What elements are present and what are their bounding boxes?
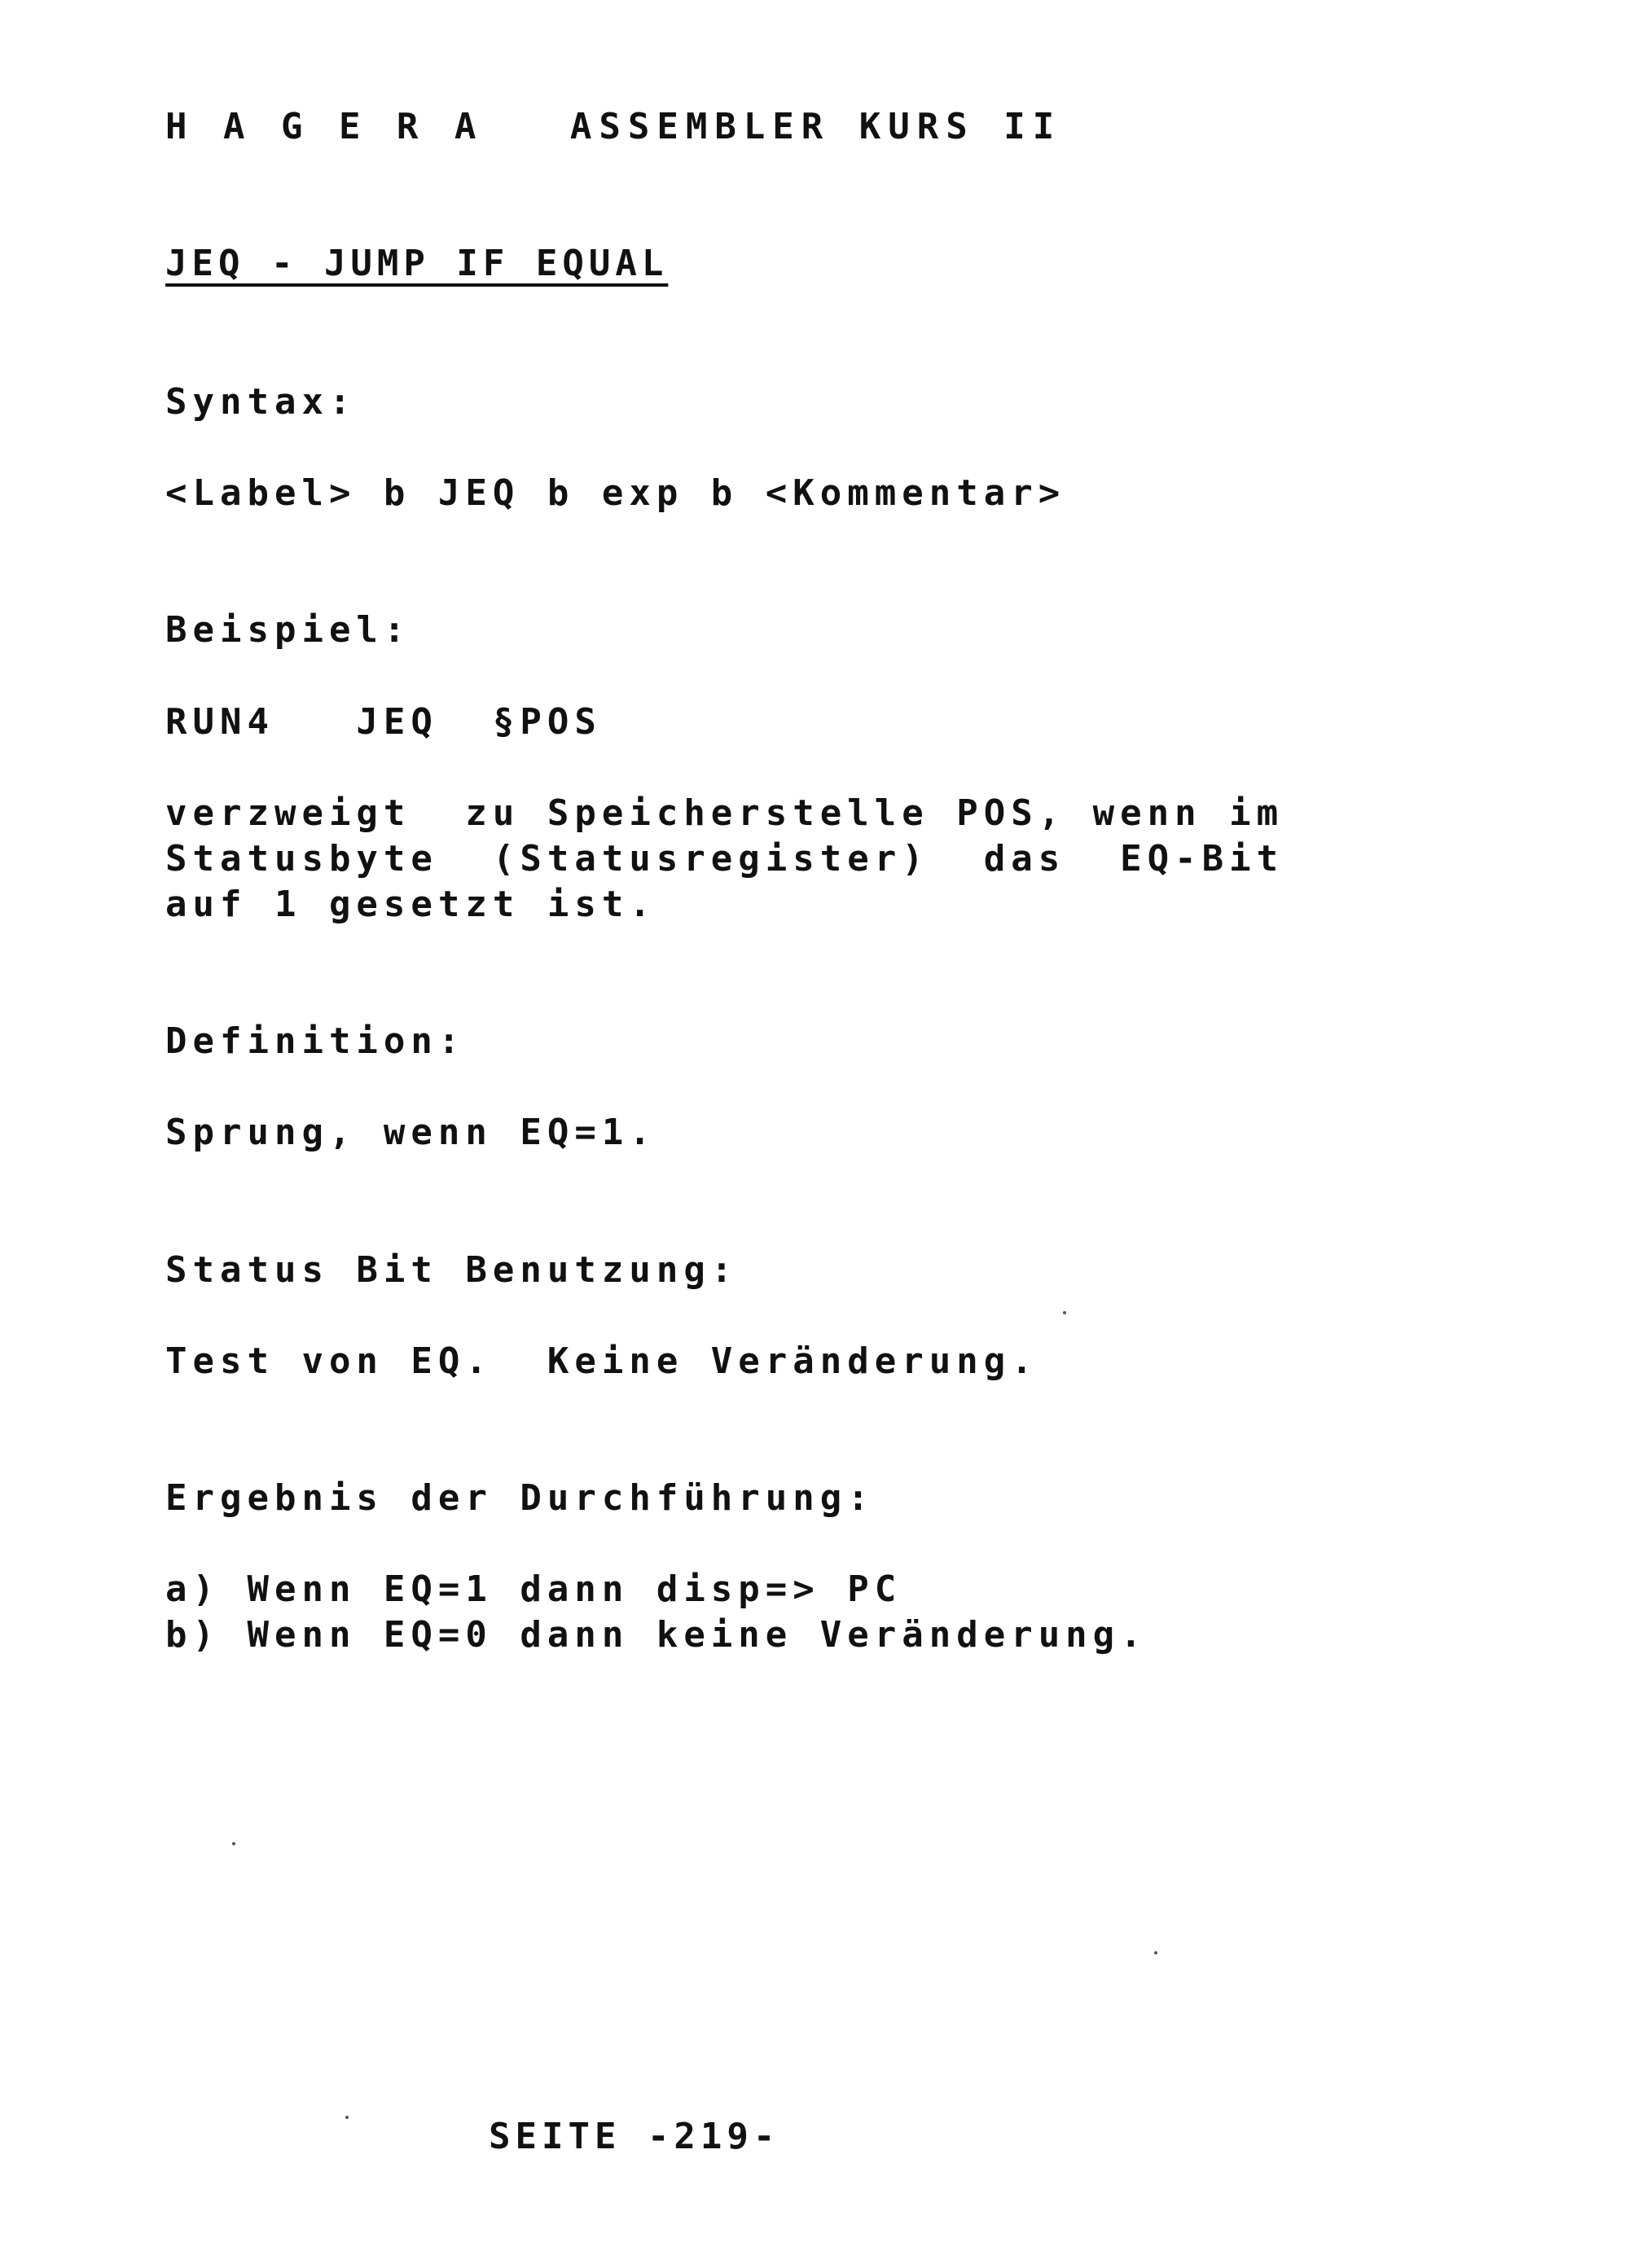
page-header: H A G E R A ASSEMBLER KURS II: [165, 106, 1062, 147]
example-description-line: verzweigt zu Speicherstelle POS, wenn im: [165, 792, 1284, 834]
definition-text: Sprung, wenn EQ=1.: [165, 1112, 656, 1153]
scan-speck: [232, 1842, 235, 1845]
example-code: RUN4 JEQ §POS: [165, 701, 602, 743]
example-description-line: auf 1 gesetzt ist.: [165, 884, 656, 925]
result-line: b) Wenn EQ=0 dann keine Veränderung.: [165, 1614, 1148, 1656]
section-title: JEQ - JUMP IF EQUAL: [165, 243, 669, 284]
result-heading: Ergebnis der Durchführung:: [165, 1477, 875, 1519]
example-heading: Beispiel:: [165, 609, 411, 651]
page-number: SEITE -219-: [489, 2116, 780, 2157]
syntax-line: <Label> b JEQ b exp b <Kommentar>: [165, 472, 1066, 514]
scan-speck: [345, 2116, 349, 2119]
status-bit-heading: Status Bit Benutzung:: [165, 1249, 739, 1291]
status-bit-text: Test von EQ. Keine Veränderung.: [165, 1340, 1038, 1382]
example-description-line: Statusbyte (Statusregister) das EQ-Bit: [165, 838, 1284, 880]
result-line: a) Wenn EQ=1 dann disp=> PC: [165, 1568, 902, 1610]
definition-heading: Definition:: [165, 1020, 466, 1062]
scan-speck: [1063, 1311, 1066, 1314]
syntax-heading: Syntax:: [165, 381, 357, 423]
scan-speck: [1154, 1951, 1157, 1954]
